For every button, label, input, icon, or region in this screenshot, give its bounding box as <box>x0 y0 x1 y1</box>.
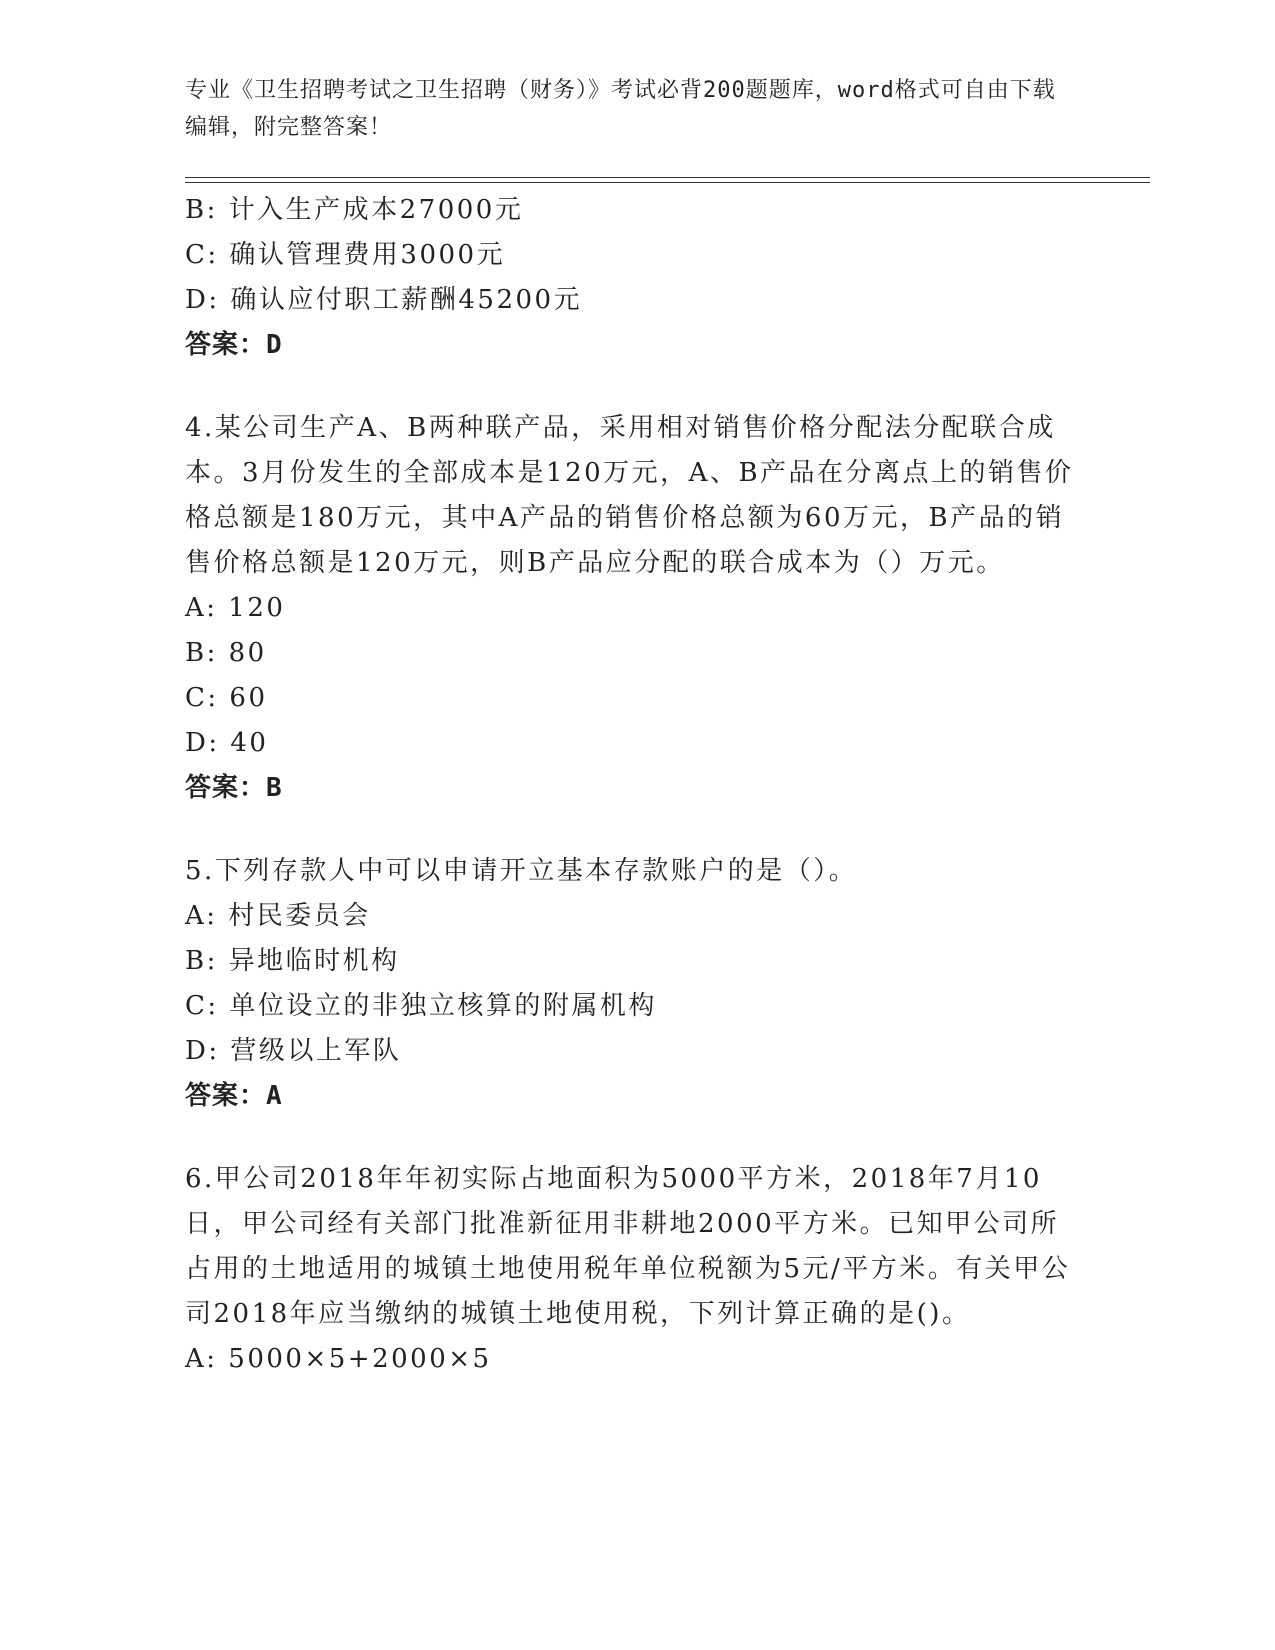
option-d: D: 确认应付职工薪酬45200元 <box>185 285 583 315</box>
question-text: 5.下列存款人中可以申请开立基本存款账户的是（）。 <box>185 856 858 886</box>
question-text: 6.甲公司2018年年初实际占地面积为5000平方米，2018年7月10日，甲公司经有关部门批准新征用非耕地2000平方米。已知甲公司所占用的土地适用的城镇土地使用税年单位税额为5元/平方米。有关甲公司2018年应当缴纳的城镇土地使用税，下列计算正确的是()。 <box>185 1164 1071 1329</box>
document-header <box>185 72 1065 146</box>
question-block-4 <box>185 406 1085 811</box>
option-a: A: 村民委员会 <box>185 901 371 931</box>
question-text: 4.某公司生产A、B两种联产品，采用相对销售价格分配法分配联合成本。3月份发生的全部成本是120万元，A、B产品在分离点上的销售价格总额是180万元，其中A产品的销售价格总额为60万元，B产品的销售价格总额是120万元，则B产品应分配的联合成本为（）万元。 <box>185 413 1074 578</box>
option-b: B: 80 <box>185 638 267 668</box>
answer-line: 答案：B <box>185 773 283 803</box>
answer-line: 答案：D <box>185 330 283 360</box>
option-a: A: 120 <box>185 593 286 623</box>
option-d: D: 营级以上军队 <box>185 1036 402 1066</box>
header-rule-bottom <box>185 182 1150 183</box>
option-c: C: 确认管理费用3000元 <box>185 240 506 270</box>
header-title: 专业《卫生招聘考试之卫生招聘（财务）》考试必背200题题库，word格式可自由下载编辑，附完整答案！ <box>185 78 1056 140</box>
option-a: A: 5000×5+2000×5 <box>185 1344 492 1374</box>
option-d: D: 40 <box>185 728 269 758</box>
question-block-3 <box>185 188 1085 368</box>
question-block-5 <box>185 849 1085 1119</box>
answer-line: 答案：A <box>185 1081 283 1111</box>
option-b: B: 异地临时机构 <box>185 946 400 976</box>
option-c: C: 单位设立的非独立核算的附属机构 <box>185 991 657 1021</box>
question-content <box>185 188 1085 1382</box>
option-c: C: 60 <box>185 683 268 713</box>
header-rule-top <box>185 177 1150 178</box>
question-block-6 <box>185 1157 1085 1382</box>
option-b: B: 计入生产成本27000元 <box>185 195 524 225</box>
